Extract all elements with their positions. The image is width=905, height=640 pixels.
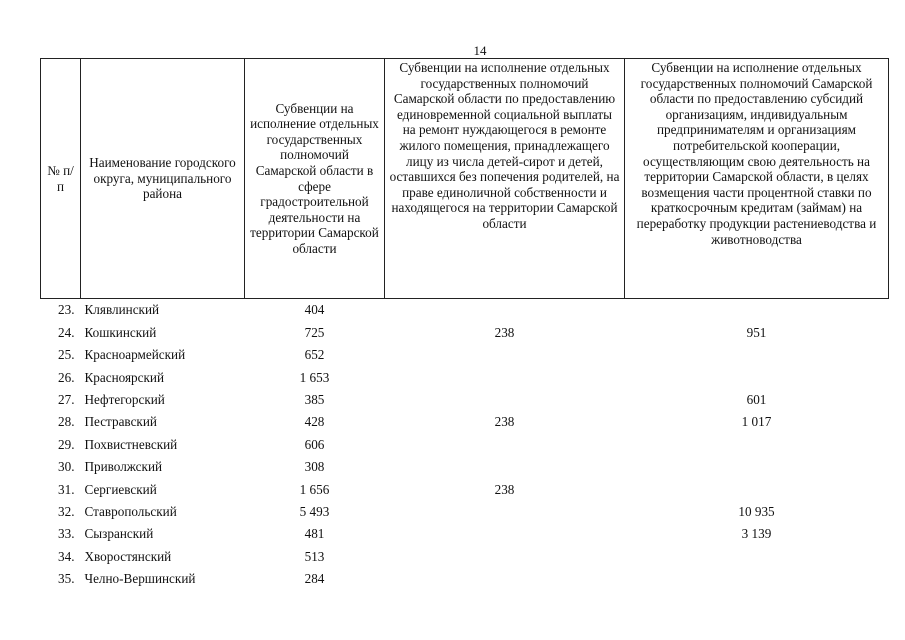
urban-planning-value: 385 (304, 391, 325, 407)
row-number: 27. (58, 391, 75, 407)
row-number: 30. (58, 459, 75, 475)
urban-planning-value: 404 (304, 302, 325, 318)
table-row (41, 366, 889, 388)
orphan-housing-value (385, 545, 625, 567)
table-header (41, 59, 889, 299)
table-row (41, 501, 889, 523)
orphan-housing-value (385, 299, 625, 322)
table-row (41, 456, 889, 478)
municipality-name: Нефтегорский (84, 391, 165, 407)
credit-rate-value (625, 344, 889, 366)
urban-planning-value: 1 656 (299, 481, 330, 497)
orphan-housing-value (385, 456, 625, 478)
orphan-housing-value (385, 433, 625, 455)
row-number: 35. (58, 571, 75, 587)
row-number: 26. (58, 369, 75, 385)
credit-rate-value: 601 (746, 391, 767, 407)
orphan-housing-value (385, 568, 625, 590)
credit-rate-value (625, 545, 889, 567)
table-row (41, 568, 889, 590)
municipality-name: Похвистневский (84, 436, 178, 452)
municipality-name: Приволжский (84, 459, 163, 475)
orphan-housing-value: 238 (494, 481, 515, 497)
urban-planning-value: 606 (304, 436, 325, 452)
table-row (41, 545, 889, 567)
credit-rate-value: 951 (746, 324, 767, 340)
orphan-housing-value (385, 366, 625, 388)
credit-rate-value (625, 299, 889, 322)
subventions-table (40, 58, 889, 590)
municipality-name: Красноярский (84, 369, 165, 385)
orphan-housing-value (385, 523, 625, 545)
credit-rate-value: 10 935 (738, 503, 775, 519)
table-row (41, 299, 889, 322)
row-number: 28. (58, 414, 75, 430)
credit-rate-value (625, 366, 889, 388)
urban-planning-value: 5 493 (299, 503, 330, 519)
row-number: 31. (58, 481, 75, 497)
row-number: 33. (58, 526, 75, 542)
row-number: 24. (58, 324, 75, 340)
orphan-housing-value: 238 (494, 414, 515, 430)
table-row (41, 321, 889, 343)
municipality-name: Челно-Вершинский (84, 571, 196, 587)
row-number: 25. (58, 347, 75, 363)
urban-planning-value: 652 (304, 347, 325, 363)
municipality-name: Ставропольский (84, 503, 177, 519)
row-number: 23. (58, 302, 75, 318)
header-orphan-housing-subvention: Субвенции на исполнение отдельных государственных полномочий Самарской области по предоставлению единовременной социальной выплаты на ремонт нуждающегося в ремонте жилого помещения, принадлежащего лицу из числа детей-сирот и детей, оставшихся без попечения родителей, на праве единоличной собственности и находящегося на территории Самарской области (385, 59, 625, 299)
municipality-name: Клявлинский (84, 302, 160, 318)
table-row (41, 411, 889, 433)
credit-rate-value: 3 139 (741, 526, 772, 542)
orphan-housing-value (385, 389, 625, 411)
urban-planning-value: 284 (304, 571, 325, 587)
header-municipality-name: Наименование городского округа, муниципального района (81, 59, 245, 299)
table-body (41, 299, 889, 591)
credit-rate-value (625, 456, 889, 478)
orphan-housing-value: 238 (494, 324, 515, 340)
row-number: 32. (58, 503, 75, 519)
municipality-name: Пестравский (84, 414, 157, 430)
urban-planning-value: 513 (304, 548, 325, 564)
municipality-name: Красноармейский (84, 347, 186, 363)
header-urban-planning-subvention: Субвенции на исполнение отдельных государственных полномочий Самарской области в сфере градостроительной деятельности на территории Самарской области (245, 59, 385, 299)
municipality-name: Сергиевский (84, 481, 157, 497)
header-row (41, 59, 889, 299)
urban-planning-value: 725 (304, 324, 325, 340)
table-row (41, 433, 889, 455)
table-row (41, 478, 889, 500)
orphan-housing-value (385, 501, 625, 523)
urban-planning-value: 481 (304, 526, 325, 542)
page-number: 14 (473, 43, 487, 58)
municipality-name: Кошкинский (84, 324, 157, 340)
orphan-housing-value (385, 344, 625, 366)
municipality-name: Сызранский (84, 526, 154, 542)
urban-planning-value: 1 653 (299, 369, 330, 385)
row-number: 34. (58, 548, 75, 564)
credit-rate-value (625, 478, 889, 500)
table-row (41, 389, 889, 411)
table-row (41, 344, 889, 366)
header-credit-rate-subvention: Субвенции на исполнение отдельных государственных полномочий Самарской области по предоставлению субсидий организациям, индивидуальным предпринимателям и организациям потребительской кооперации, осуществляющим свою деятельность на территории Самарской области, в целях возмещения части процентной ставки по краткосрочным кредитам (займам) на переработку продукции растениеводства и животноводства (625, 59, 889, 299)
urban-planning-value: 428 (304, 414, 325, 430)
row-number: 29. (58, 436, 75, 452)
table-row (41, 523, 889, 545)
credit-rate-value: 1 017 (741, 414, 772, 430)
urban-planning-value: 308 (304, 459, 325, 475)
municipality-name: Хворостянский (84, 548, 172, 564)
credit-rate-value (625, 568, 889, 590)
header-number: № п/п (41, 59, 81, 299)
credit-rate-value (625, 433, 889, 455)
